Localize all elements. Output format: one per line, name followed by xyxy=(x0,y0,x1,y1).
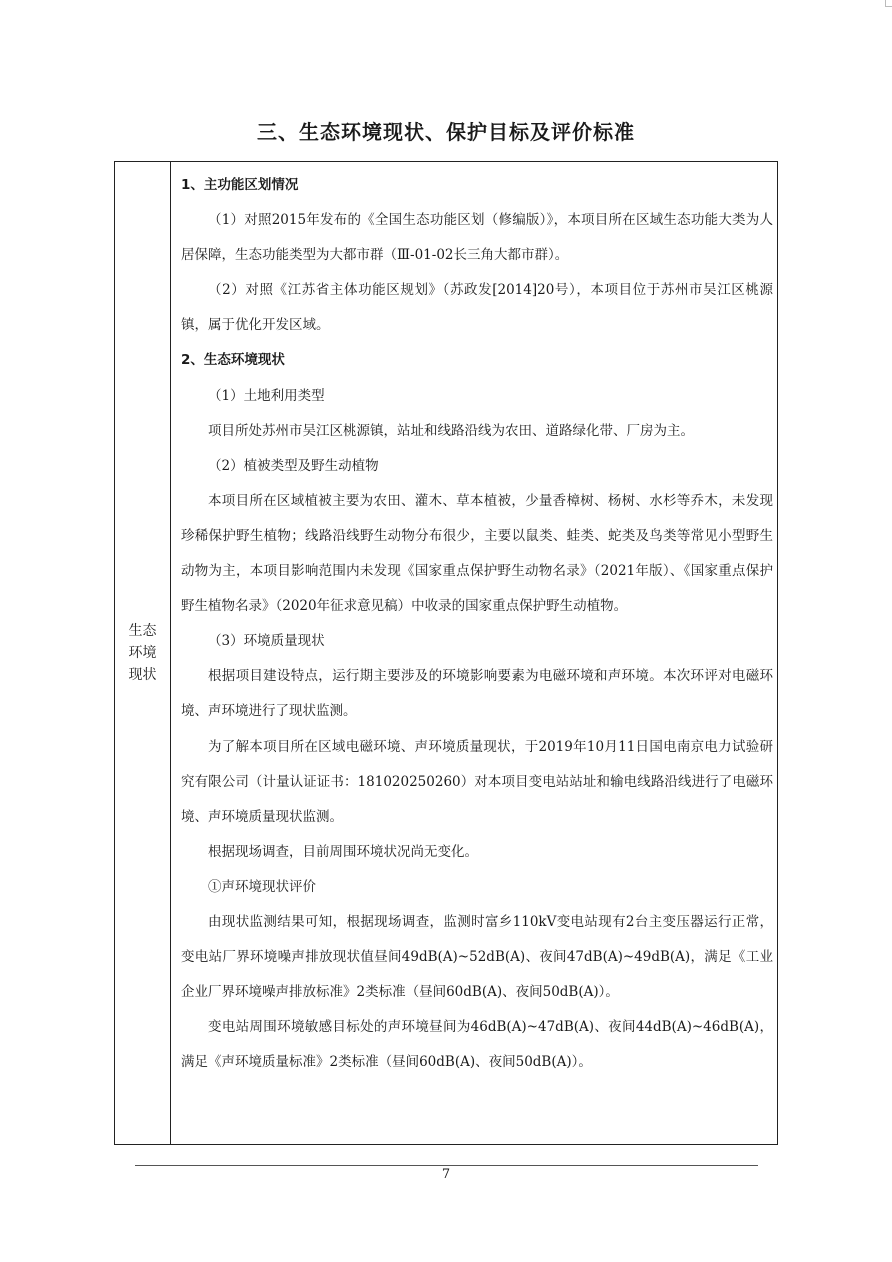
subheading: （1）土地利用类型 xyxy=(208,387,325,404)
paragraph: 由现状监测结果可知，根据现场调查，监测时富乡110kV变电站现有2台主变压器运行正常，变电站厂界环境噪声排放现状值昼间49dB(A)~52dB(A)、夜间47dB(A)~49dB(A)，满足《工业企业厂界环境噪声排放标准》2类标准（昼间60dB(A)、夜间50dB(A)）。 xyxy=(181,913,773,1001)
page-corner-mark xyxy=(885,0,892,7)
content-cell xyxy=(181,168,773,1080)
paragraph: 本项目所在区域植被主要为农田、灌木、草本植被，少量香樟树、杨树、水杉等乔木，未发现珍稀保护野生植物；线路沿线野生动物分布很少，主要以鼠类、蛙类、蛇类及鸟类等常见小型野生动物为主，本项目影响范围内未发现《国家重点保护野生动物名录》（2021年版）、《国家重点保护野生植物名录》（2020年征求意见稿）中收录的国家重点保护野生动植物。 xyxy=(181,492,773,615)
paragraph: 根据项目建设特点，运行期主要涉及的环境影响要素为电磁环境和声环境。本次环评对电磁环境、声环境进行了现状监测。 xyxy=(181,668,773,720)
page-number: 7 xyxy=(441,1167,451,1182)
section-title: 三、生态环境现状、保护目标及评价标准 xyxy=(257,120,635,144)
paragraph: （2）对照《江苏省主体功能区规划》（苏政发[2014]20号），本项目位于苏州市吴江区桃源镇，属于优化开发区域。 xyxy=(181,282,773,334)
paragraph: 为了解本项目所在区域电磁环境、声环境质量现状，于2019年10月11日国电南京电力试验研究有限公司（计量认证证书：181020250260）对本项目变电站站址和输电线路沿线进行了电磁环境、声环境质量现状监测。 xyxy=(181,738,773,825)
heading-ecological-status: 2、生态环境现状 xyxy=(181,352,285,369)
paragraph: 根据现场调查，目前周围环境状况尚无变化。 xyxy=(208,843,478,860)
row-label: 生态环境现状 xyxy=(128,623,157,683)
paragraph: 项目所处苏州市吴江区桃源镇，站址和线路沿线为农田、道路绿化带、厂房为主。 xyxy=(208,422,694,439)
footer-divider xyxy=(135,1165,758,1166)
subheading: ①声环境现状评价 xyxy=(208,878,316,895)
paragraph: 变电站周围环境敏感目标处的声环境昼间为46dB(A)~47dB(A)、夜间44dB(A)~46dB(A)，满足《声环境质量标准》2类标准（昼间60dB(A)、夜间50dB(A)）。 xyxy=(181,1019,773,1071)
subheading: （3）环境质量现状 xyxy=(208,633,325,650)
subheading: （2）植被类型及野生动植物 xyxy=(208,457,379,474)
heading-main-function-zoning: 1、主功能区划情况 xyxy=(181,177,299,193)
content-table xyxy=(114,161,778,1145)
row-label-cell xyxy=(115,162,171,1144)
paragraph: （1）对照2015年发布的《全国生态功能区划（修编版）》，本项目所在区域生态功能大类为人居保障，生态功能类型为大都市群（Ⅲ-01-02长三角大都市群）。 xyxy=(181,212,773,264)
